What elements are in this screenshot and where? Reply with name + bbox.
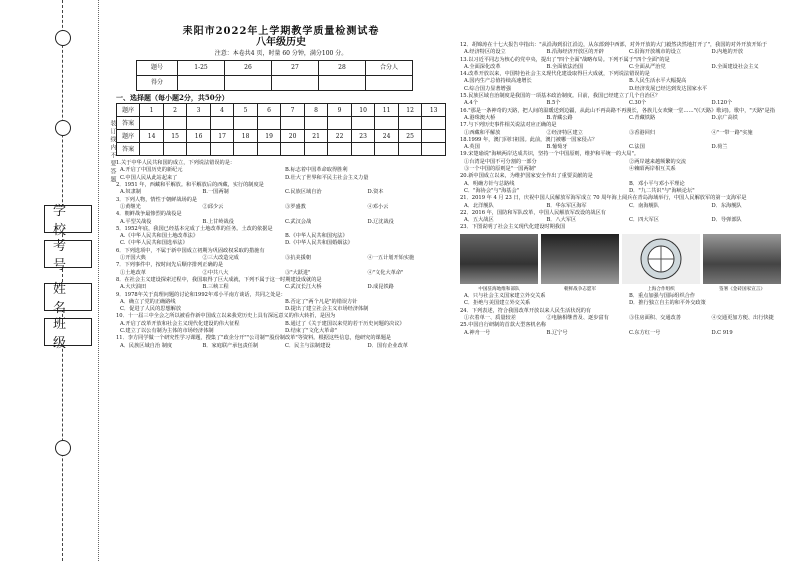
option-list xyxy=(116,321,446,336)
question-number: 22 xyxy=(328,130,352,143)
option: D.《中华人民共和国婚姻法》 xyxy=(285,240,353,247)
option: C.中国人民从此站起来了 xyxy=(120,174,178,181)
option-list xyxy=(460,203,790,210)
option: C．拒绝与美国建立外交关系 xyxy=(464,300,531,307)
question-stem: 25.中国自行研制的首款大型客机名称 xyxy=(460,322,547,329)
score-header: 合分人 xyxy=(366,60,413,75)
option: D.荷兰 xyxy=(711,144,728,151)
exam-number-field[interactable]: 考 号 xyxy=(44,240,92,268)
option: ③香港回归 xyxy=(629,129,655,136)
question xyxy=(460,151,790,173)
photo xyxy=(460,234,538,284)
question xyxy=(460,293,790,308)
answer-cell[interactable] xyxy=(210,117,234,130)
answer-cell[interactable] xyxy=(304,143,328,156)
question-number xyxy=(422,130,446,143)
option: ④"文化大革命" xyxy=(367,269,404,276)
exam-note: 注意：本卷共4 页，时量 60 分钟，满分100 分。 xyxy=(214,49,348,57)
score-cell[interactable] xyxy=(366,75,413,90)
option: C.《中华人民共和国选举法》 xyxy=(120,240,188,247)
question-number: 17 xyxy=(210,130,234,143)
option: ④"一带一路"实施 xyxy=(711,129,753,136)
question-number: 4 xyxy=(210,104,234,117)
answer-cell[interactable] xyxy=(187,117,211,130)
answer-cell[interactable] xyxy=(375,117,399,130)
option: A.经济特区的设立 xyxy=(464,49,506,56)
option: ①衣着单一、质量较差 xyxy=(464,314,516,321)
score-header: 27 xyxy=(272,60,319,75)
option-list xyxy=(116,189,446,196)
score-table xyxy=(136,60,413,91)
question-stem: 22．2016 年，国防和军队改革，中国人民解放军改设的战区有 xyxy=(460,209,606,216)
option-list xyxy=(116,233,446,248)
option: ②中共八大 xyxy=(202,269,229,276)
option: C.武汉会战 xyxy=(285,218,312,225)
option: C.建立了以公有制为主体的市场经济体制 xyxy=(120,328,214,335)
option: ②经济特区建立 xyxy=(546,129,583,136)
question xyxy=(116,277,446,292)
right-column xyxy=(460,42,790,337)
option-list xyxy=(460,78,790,93)
option-list xyxy=(116,343,446,350)
option: D.壮大了世界和平民主社会主义力量 xyxy=(285,174,369,181)
option: C．四大军区 xyxy=(629,217,659,224)
option: D.全面建设社会主义 xyxy=(711,63,759,70)
answer-cell[interactable] xyxy=(375,143,399,156)
option: ①开国大典 xyxy=(120,255,146,262)
answer-table xyxy=(116,103,446,156)
option: C.青藏铁路 xyxy=(629,114,656,121)
option: ①台湾是中国不可分割的一部分 xyxy=(464,158,537,165)
option-list xyxy=(116,219,446,226)
question-stem: 11．李方同学做一个研究性学习课题，搜集了"政企分开""公司制""股份制改革"等资料。根据这些信息，他研究的课题是 xyxy=(116,335,392,342)
option: C．南海舰队 xyxy=(629,202,659,209)
option: A.奴隶制 xyxy=(120,189,141,196)
score-cell[interactable] xyxy=(225,75,272,90)
answer-cell[interactable] xyxy=(398,143,422,156)
question-number: 15 xyxy=(163,130,187,143)
option: ③住房面积、交通改善 xyxy=(629,314,681,321)
answer-cell[interactable] xyxy=(351,117,375,130)
option: A．五大战区 xyxy=(464,217,494,224)
question-stem: 15.民族区域自治制度是我国的一项基本政治制度。目前，我国已经建立了几个自治区？ xyxy=(460,93,661,100)
score-cell[interactable] xyxy=(178,75,225,90)
question-number: 20 xyxy=(281,130,305,143)
option: D．导弹部队 xyxy=(711,217,742,224)
question xyxy=(460,71,790,93)
question-number: 11 xyxy=(375,104,399,117)
score-cell[interactable] xyxy=(272,75,319,90)
question xyxy=(460,93,790,108)
option: D.C 919 xyxy=(711,329,733,336)
section-heading: 一、选择题（每小题2分，共50分） xyxy=(116,92,229,102)
question-stem: 3．下列人物，情性于朝鲜战场的是 xyxy=(116,196,198,203)
left-column xyxy=(116,28,446,350)
photo-caption: 中国驻海地维和部队 xyxy=(478,286,520,292)
exam-title: 耒阳市2022年上学期教学质量检测试卷 xyxy=(182,26,380,37)
question xyxy=(460,210,790,225)
option: C．"海协会"与"海基会" xyxy=(464,187,520,194)
option: ②两岸越来越频繁的交流 xyxy=(629,158,687,165)
answer-cell[interactable] xyxy=(163,117,187,130)
score-cell[interactable] xyxy=(319,75,366,90)
option: D．推行独立自主的和平外交政策 xyxy=(629,300,706,307)
option: C.全面从严治党 xyxy=(629,63,666,70)
question-number: 16 xyxy=(187,130,211,143)
answer-cell[interactable] xyxy=(234,143,258,156)
question-stem: 20.新中国成立以来，为维护国家安全作出了重要贡献的是 xyxy=(460,173,593,180)
option: ②电脑相继普及、逐步富有 xyxy=(546,314,609,321)
option-list xyxy=(460,159,790,174)
photo-captions xyxy=(460,286,790,293)
subject-title: 八年级历史 xyxy=(256,37,306,49)
option: B．重点加强与国际组织合作 xyxy=(629,293,696,300)
question-number: 18 xyxy=(234,130,258,143)
binding-margin xyxy=(0,0,116,561)
option: B.人民生活水平大幅提高 xyxy=(629,78,687,85)
option: D.120个 xyxy=(711,100,733,107)
question xyxy=(460,42,790,57)
option: C.武汉长江大桥 xyxy=(285,284,322,291)
option: ④赖昭两岸相互关系 xyxy=(629,166,676,173)
answer-cell[interactable] xyxy=(328,143,352,156)
answer-cell[interactable] xyxy=(187,143,211,156)
option: D．东海舰队 xyxy=(711,202,742,209)
answer-cell[interactable] xyxy=(140,143,164,156)
answer-cell[interactable] xyxy=(304,117,328,130)
option-list xyxy=(460,181,790,196)
option: A．确立了党的正确路线 xyxy=(120,298,176,305)
option: ②邱少云 xyxy=(202,203,224,210)
option: D.资本 xyxy=(367,189,384,196)
question xyxy=(116,211,446,226)
answer-cell[interactable] xyxy=(422,117,446,130)
option: A．北洋舰队 xyxy=(464,202,494,209)
question-stem: 12．胡锦涛在十七大报告中指出："从沿海到沿江沿边，从东部到中西部，对外开放的大门毅然决然地打开了"，我国的对外开放开始于 xyxy=(460,42,768,48)
option: C.东方红一号 xyxy=(629,329,661,336)
option: B．家庭联产承包责任制 xyxy=(202,342,259,349)
option: A.开启了中国历史的新纪元 xyxy=(120,167,183,174)
option: C.沿海开放城市的设立 xyxy=(629,49,682,56)
option: B.辽宁号 xyxy=(546,329,568,336)
question-stem: 24．下列表述，符合我国改革开放以来人民生活状况的有 xyxy=(460,307,592,314)
option: A．明确方针与总路线 xyxy=(464,180,515,187)
question xyxy=(460,195,790,210)
question-stem: 21．2019 年 4 月 23 日，庆祝中国人民解放军海军成立 70 周年海上阅兵在青岛海域举行，中国人民解放军的第一支海军是 xyxy=(460,195,747,202)
option: B．邓小平与邓小平理论 xyxy=(629,180,685,187)
question xyxy=(116,248,446,263)
answer-cell[interactable] xyxy=(210,143,234,156)
option: A.港珠澳大桥 xyxy=(464,114,496,121)
option: D．"九二共识"与"海峡论坛" xyxy=(629,187,695,194)
question-number: 14 xyxy=(140,130,164,143)
option-list xyxy=(116,270,446,277)
option: ①土地改革 xyxy=(120,269,146,276)
question-stem: 23．下图说明了社会主义现代化建设时期我国 xyxy=(460,224,566,231)
question xyxy=(116,292,446,314)
score-header: 28 xyxy=(319,60,366,75)
option: D.京广高铁 xyxy=(711,114,738,121)
question-stem: 7．下列事件中，按时间先后顺序排列正确的是 xyxy=(116,262,224,269)
question-number: 8 xyxy=(304,104,328,117)
question-number: 9 xyxy=(328,104,352,117)
option: ③一个中国的原则是"一国两制" xyxy=(464,166,537,173)
question-number: 10 xyxy=(351,104,375,117)
question-stem: 10．十一届三中全会之所以被看作新中国成立以来我党历史上具有深远意义的伟大转折，是因为 xyxy=(116,313,336,320)
option-list xyxy=(460,130,790,137)
option: A.全面深化改革 xyxy=(464,63,501,70)
question-number: 21 xyxy=(304,130,328,143)
question-number: 3 xyxy=(187,104,211,117)
option: A.国内生产总值持续高速增长 xyxy=(464,78,532,85)
option-list xyxy=(116,167,446,182)
question-number: 25 xyxy=(398,130,422,143)
option-list xyxy=(460,330,790,337)
question-number: 19 xyxy=(257,130,281,143)
answer-cell[interactable] xyxy=(328,117,352,130)
photo-caption: 朝鲜战争志愿军 xyxy=(563,286,597,292)
photo xyxy=(703,234,781,284)
option: A．民族区域自治 制度 xyxy=(120,342,173,349)
option: A.开启了改革开放和社会主义现代化建设的伟大征程 xyxy=(120,320,240,327)
option-list xyxy=(460,100,790,107)
option: B.上甘岭战役 xyxy=(202,218,234,225)
option: A．只与社会主义国家建立外交关系 xyxy=(464,293,546,300)
answer-row-label: 答案 xyxy=(117,143,140,156)
binding-line xyxy=(98,0,99,561)
question-number: 5 xyxy=(234,104,258,117)
question xyxy=(460,122,790,137)
question xyxy=(116,160,446,182)
question xyxy=(116,335,446,350)
photo xyxy=(541,234,619,284)
option: A.《中华人民共和国土地改革法》 xyxy=(120,233,199,240)
option: ①黄继光 xyxy=(120,203,141,210)
question-number: 7 xyxy=(281,104,305,117)
option: A.神舟一号 xyxy=(464,329,491,336)
answer-cell[interactable] xyxy=(257,143,281,156)
option: B.通过了《关于建国以来党的若干历史问题的决议》 xyxy=(285,320,405,327)
question xyxy=(460,322,790,337)
option: D.辽沈战役 xyxy=(367,218,394,225)
option: ③抗美援朝 xyxy=(285,255,311,262)
answer-cell[interactable] xyxy=(281,117,305,130)
photo-row xyxy=(460,234,790,284)
answer-row-label: 题序 xyxy=(117,104,140,117)
question xyxy=(460,108,790,123)
option: B.一国两制 xyxy=(202,189,229,196)
option: B.5个 xyxy=(546,100,561,107)
answer-row-label: 答案 xyxy=(117,117,140,130)
question-stem: 5．1952年底，我国已经基本完成了土地改革的任务。土改的依据是 xyxy=(116,225,273,232)
option: C．促进了人民的思想解放 xyxy=(120,306,182,313)
question xyxy=(460,308,790,323)
question xyxy=(116,262,446,277)
option: B.青藏公路 xyxy=(546,114,573,121)
option: D.成昆铁路 xyxy=(367,284,394,291)
option-list xyxy=(116,299,446,314)
option: ①西藏和平解放 xyxy=(464,129,501,136)
question xyxy=(116,182,446,197)
question-number: 13 xyxy=(422,104,446,117)
question-stem: 13.以习近平同志为核心的党中央，提出了"四个全面"战略布局。下列不属于"四个全面"的是 xyxy=(460,56,670,63)
binding-note: 装订线内不要答题 xyxy=(109,120,116,184)
option: A.平型关战役 xyxy=(120,218,152,225)
option: B．八大军区 xyxy=(546,217,577,224)
question xyxy=(460,57,790,72)
question-stem: 6．下列选项中，不属于新中国成立初期为巩固政权采取的措施有 xyxy=(116,247,265,254)
name-field[interactable]: 姓 名 xyxy=(44,283,92,311)
question-number: 2 xyxy=(163,104,187,117)
option: D.提出了建立社会主义市场经济体制 xyxy=(285,306,369,313)
option: D.经济发展已经达到发达国家水平 xyxy=(629,85,708,92)
score-header: 题号 xyxy=(137,60,178,75)
question xyxy=(116,313,446,335)
answer-cell[interactable] xyxy=(163,143,187,156)
photo xyxy=(622,234,700,284)
option: B.三峡工程 xyxy=(202,284,229,291)
option-list xyxy=(460,49,790,56)
option: B.标志着中国革命取得胜利 xyxy=(285,167,348,174)
answer-cell[interactable] xyxy=(234,117,258,130)
score-label: 得分 xyxy=(137,75,178,90)
option-list xyxy=(116,284,446,291)
option: B.《中华人民共和国宪法》 xyxy=(285,233,348,240)
option: A.英国 xyxy=(464,144,480,151)
answer-cell[interactable] xyxy=(257,117,281,130)
question xyxy=(460,224,790,231)
option-list xyxy=(460,293,790,308)
question-stem: 4．朝鲜战争最惨烈的战役是 xyxy=(116,211,182,218)
question-stem: 17.与下列历史事件相关说法对应正确的是 xyxy=(460,122,557,129)
question-stem: 1.关于中华人民共和国的成立，下列说法错误的是： xyxy=(116,160,236,167)
question-stem: 9．1978年关于真理问题的讨论和1992年邓小平南方谈话，共同之处是： xyxy=(116,291,286,298)
option: ②三大改造完成 xyxy=(202,255,239,262)
option: C．民主与法制建设 xyxy=(285,342,331,349)
option: ③"大跃进" xyxy=(285,269,311,276)
question-list-left xyxy=(116,160,446,350)
question xyxy=(460,137,790,152)
option: C.民族区域自治 xyxy=(285,189,322,196)
option: B.否定了"两个凡是"的错误方针 xyxy=(285,298,358,305)
answer-row-label: 题序 xyxy=(117,130,140,143)
sco-emblem-icon xyxy=(622,234,700,284)
photo-caption: 上海合作组织 xyxy=(647,286,675,292)
question-number: 1 xyxy=(140,104,164,117)
option: ④交通更加方便、出行快捷 xyxy=(711,314,774,321)
answer-cell[interactable] xyxy=(422,143,446,156)
option: C.30个 xyxy=(629,100,647,107)
answer-cell[interactable] xyxy=(140,117,164,130)
question-number: 12 xyxy=(398,104,422,117)
school-field[interactable]: 学 校 xyxy=(44,205,92,233)
binding-hole xyxy=(55,440,71,456)
question xyxy=(116,226,446,248)
option: A.4个 xyxy=(464,100,478,107)
option: ③罗盛教 xyxy=(285,203,306,210)
question-number: 23 xyxy=(351,130,375,143)
option: C.综合国力显著增强 xyxy=(464,85,511,92)
question-number: 6 xyxy=(257,104,281,117)
question-stem: 19.宋楚瑜说"海峡两岸达成共识，坚持一个中国原则，维护和平统一的大局"。 xyxy=(460,151,640,158)
answer-cell[interactable] xyxy=(281,143,305,156)
question-stem: 8．在社会主义建设探索过程中，我国取得了巨大成就，下列不属于这一时期建设成就的是 xyxy=(116,276,322,283)
option: ④邓小云 xyxy=(367,203,389,210)
option: A.大庆油田 xyxy=(120,284,147,291)
binding-hole xyxy=(55,30,71,46)
score-header: 26 xyxy=(225,60,272,75)
question-stem: 2．1951 年，西藏和平解放。和平解放后的西藏，实行的制度是 xyxy=(116,182,264,189)
option: C.法国 xyxy=(629,144,645,151)
option: B．华东军区海军 xyxy=(546,202,587,209)
option: D.内地的开放 xyxy=(711,49,744,56)
option: D.结束了"文化大革命" xyxy=(285,328,337,335)
option: D．国有企业改革 xyxy=(367,342,408,349)
answer-cell[interactable] xyxy=(351,143,375,156)
score-header: 1-25 xyxy=(178,60,225,75)
question-stem: 14.改革开放以来，中国特色社会主义现代化建设取得巨大成就，下列说法错误的是 xyxy=(460,71,650,78)
option: ④一五计划开始实施 xyxy=(367,255,415,262)
photo-caption: 签署《金砖国家宣言》 xyxy=(719,286,765,292)
question xyxy=(460,173,790,195)
question-list-right xyxy=(460,42,790,337)
question xyxy=(116,197,446,212)
question-number: 24 xyxy=(375,130,399,143)
class-field[interactable]: 班 级 xyxy=(44,318,92,346)
binding-hole xyxy=(55,120,71,136)
option: B.葡萄牙 xyxy=(546,144,568,151)
answer-cell[interactable] xyxy=(398,117,422,130)
question-stem: 18.1999 年，澳门回归祖国。此前，澳门被哪一国家侵占？ xyxy=(460,136,598,143)
question-stem: 16."那是一条神奇的天路，把人间的温暖送到边疆，从此山不再高路不再漫长，各族儿女欢聚一堂……"(《天路》歌词)。歌中，"天路"是指 xyxy=(460,107,775,114)
option: B.沿海经济开放区的开辟 xyxy=(546,49,604,56)
option: B.全面依法治国 xyxy=(546,63,584,70)
